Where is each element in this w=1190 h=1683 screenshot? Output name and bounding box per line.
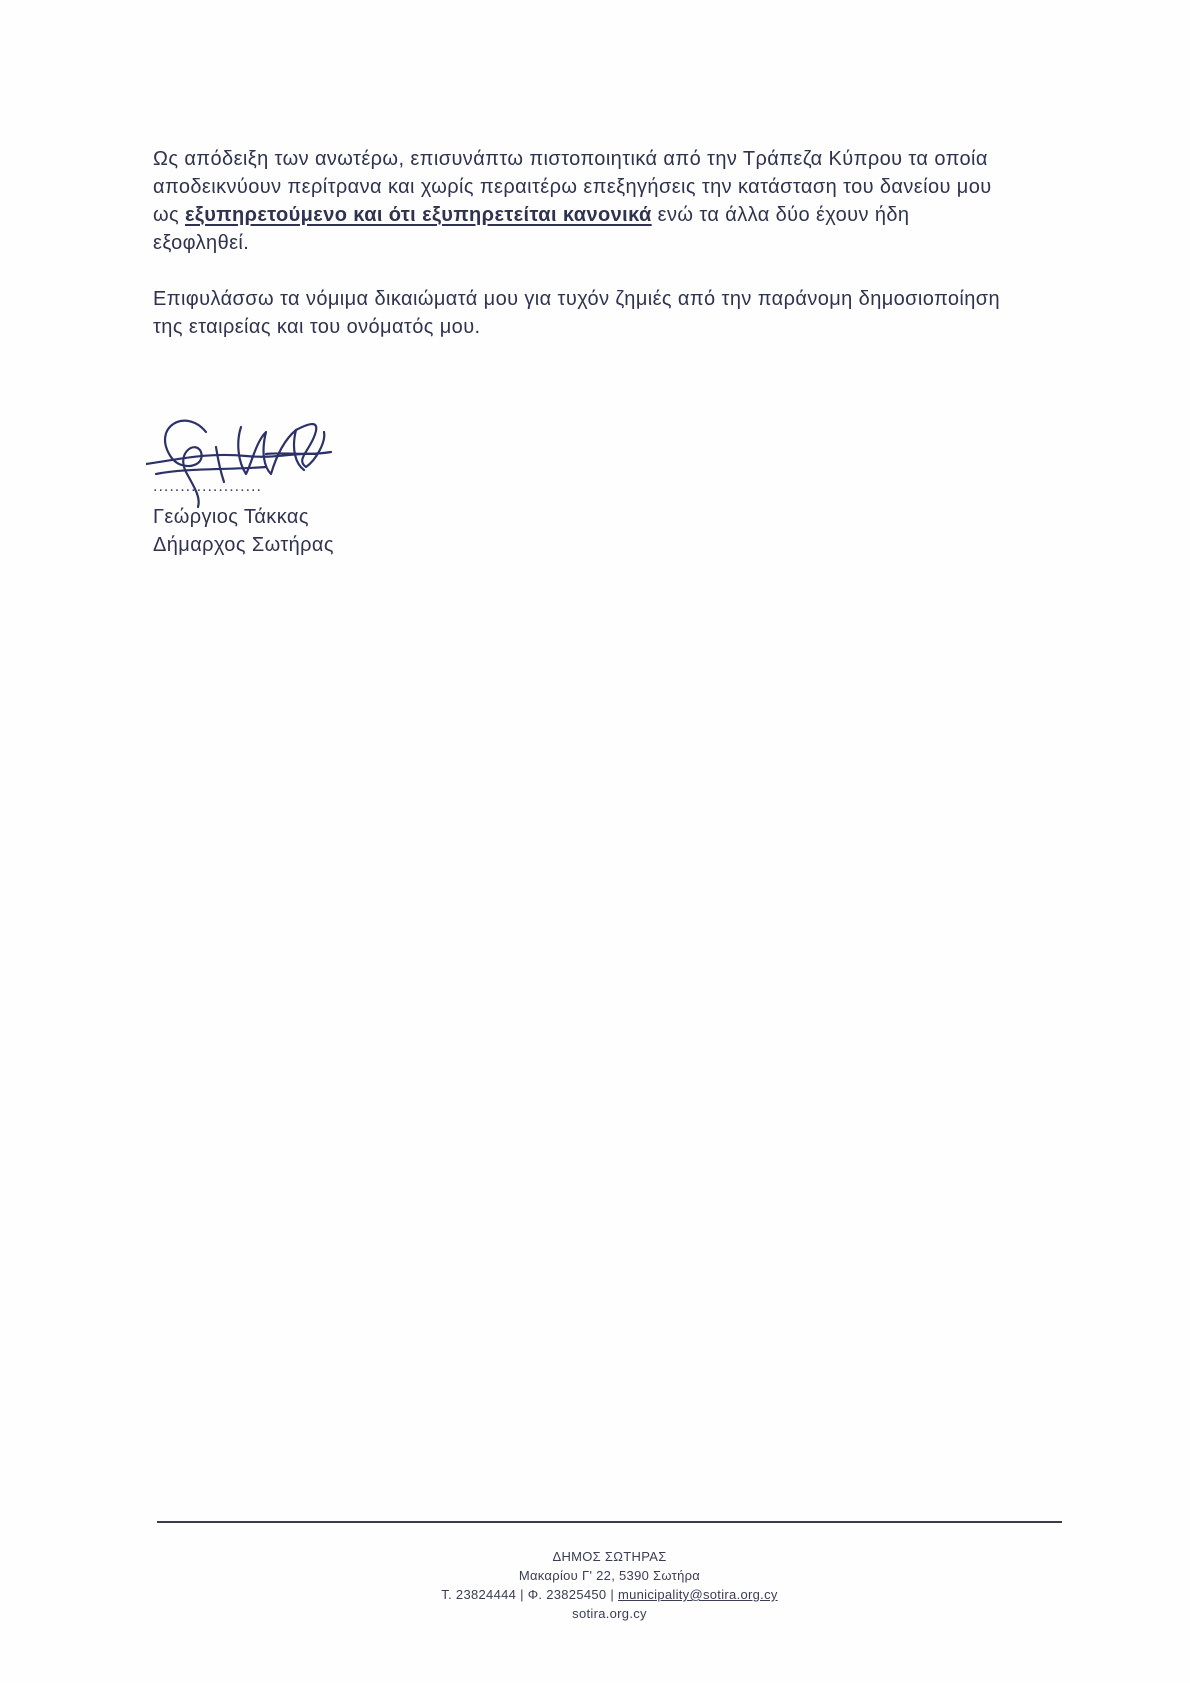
paragraph-line: αποδεικνύουν περίτρανα και χωρίς περαιτέρω επεξηγήσεις την κατάσταση του δανείου μου bbox=[153, 176, 992, 198]
footer-separator: | bbox=[516, 1587, 528, 1602]
paragraph-line: Ως απόδειξη των ανωτέρω, επισυνάπτω πιστοποιητικά από την Τράπεζα Κύπρου τα οποία bbox=[153, 148, 988, 170]
handwritten-signature bbox=[146, 412, 366, 512]
paragraph-line bbox=[153, 201, 1053, 229]
signer-block bbox=[153, 503, 334, 559]
paragraph-evidence bbox=[153, 145, 1053, 257]
footer-website[interactable]: sotira.org.cy bbox=[572, 1606, 647, 1621]
footer-contact-line bbox=[157, 1585, 1062, 1604]
footer-address: Μακαρίου Γ' 22, 5390 Σωτήρα bbox=[518, 1568, 701, 1583]
paragraph-text: ενώ τα άλλα δύο έχουν ήδη bbox=[651, 204, 910, 226]
footer-divider bbox=[157, 1521, 1062, 1523]
letterhead-footer bbox=[157, 1547, 1062, 1623]
signer-name: Γεώργιος Τάκκας bbox=[153, 506, 309, 528]
footer-email-link[interactable]: municipality@sotira.org.cy bbox=[617, 1587, 778, 1602]
signer-title: Δήμαρχος Σωτήρας bbox=[153, 534, 334, 556]
paragraph-line: Επιφυλάσσω τα νόμιμα δικαιώματά μου για τυχόν ζημιές από την παράνομη δημοσιοποίηση bbox=[153, 288, 1001, 310]
footer-separator: | bbox=[606, 1587, 618, 1602]
footer-fax: Φ. 23825450 bbox=[527, 1587, 607, 1602]
paragraph-text: ως bbox=[153, 204, 186, 226]
emphasized-text: εξυπηρετούμενο και ότι εξυπηρετείται κανονικά bbox=[185, 204, 652, 226]
footer-phone: Τ. 23824444 bbox=[441, 1587, 517, 1602]
paragraph-line: εξοφληθεί. bbox=[153, 232, 250, 254]
signature-line: .................... bbox=[153, 478, 262, 495]
paragraph-line: της εταιρείας και του ονόματός μου. bbox=[153, 316, 481, 338]
footer-org-name: ΔΗΜΟΣ ΣΩΤΗΡΑΣ bbox=[552, 1549, 667, 1564]
paragraph-reservation bbox=[153, 285, 1053, 341]
